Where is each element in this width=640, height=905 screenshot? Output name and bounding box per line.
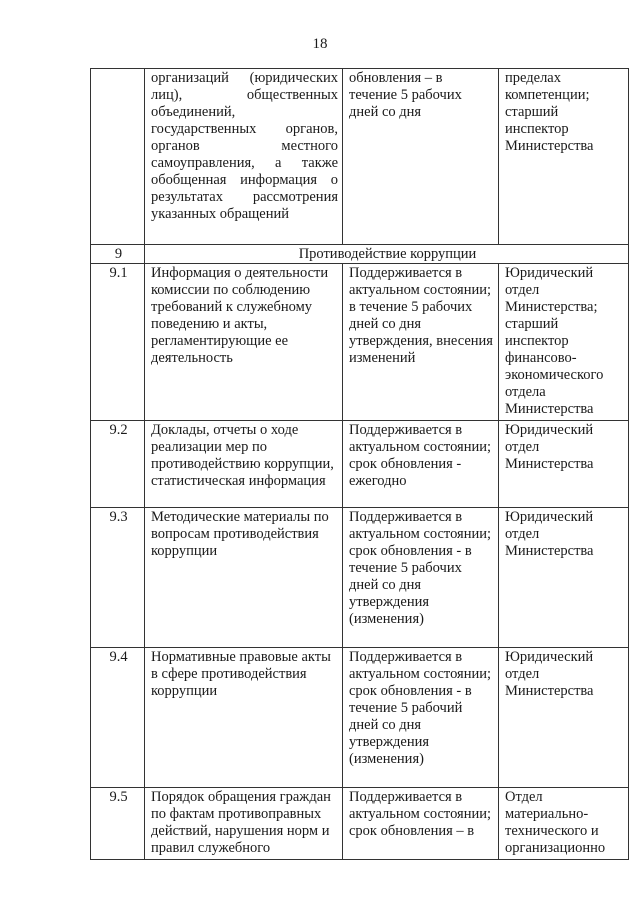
table-row	[91, 508, 629, 648]
row-responsible: Юридический отдел Министерства	[499, 421, 629, 508]
page-number: 18	[312, 36, 328, 52]
row-number: 9.1	[91, 264, 145, 421]
section-title: Противодействие коррупции	[145, 245, 629, 264]
row-period: Поддерживается в актуальном состоянии; в течение 5 рабочих дней со дня утверждения, внесения изменений	[343, 264, 499, 421]
section-row	[91, 245, 629, 264]
table-row	[91, 264, 629, 421]
row-title: Порядок обращения граждан по фактам противоправных действий, нарушения норм и правил служебного	[145, 788, 343, 860]
row-period: Поддерживается в актуальном состоянии; срок обновления - в течение 5 рабочий дней со дня утверждения (изменения)	[343, 648, 499, 788]
table-row	[91, 788, 629, 860]
row-title: организаций (юридических лиц), общественных объединений, государственных органов, органов местного самоуправления, а также обобщенная информация о результатах рассмотрения указанных обращений	[145, 69, 343, 245]
row-responsible: Юридический отдел Министерства; старший инспектор финансово-экономического отдела Министерства	[499, 264, 629, 421]
row-period: Поддерживается в актуальном состоянии; срок обновления - в течение 5 рабочих дней со дня утверждения (изменения)	[343, 508, 499, 648]
row-number	[91, 69, 145, 245]
row-number: 9.3	[91, 508, 145, 648]
row-number: 9.5	[91, 788, 145, 860]
row-number: 9.2	[91, 421, 145, 508]
row-responsible: Отдел материально-технического и организационно	[499, 788, 629, 860]
row-period: Поддерживается в актуальном состоянии; срок обновления – в	[343, 788, 499, 860]
row-number: 9.4	[91, 648, 145, 788]
table-row	[91, 421, 629, 508]
row-responsible: Юридический отдел Министерства	[499, 648, 629, 788]
document-table	[90, 68, 629, 860]
row-period: обновления – в течение 5 рабочих дней со дня	[343, 69, 499, 245]
section-number: 9	[91, 245, 145, 264]
row-title: Нормативные правовые акты в сфере противодействия коррупции	[145, 648, 343, 788]
row-responsible: пределах компетенции; старший инспектор Министерства	[499, 69, 629, 245]
row-title: Методические материалы по вопросам противодействия коррупции	[145, 508, 343, 648]
row-period: Поддерживается в актуальном состоянии; срок обновления - ежегодно	[343, 421, 499, 508]
row-title: Информация о деятельности комиссии по соблюдению требований к служебному поведению и акты, регламентирующие ее деятельность	[145, 264, 343, 421]
table-row	[91, 69, 629, 245]
row-responsible: Юридический отдел Министерства	[499, 508, 629, 648]
row-title: Доклады, отчеты о ходе реализации мер по противодействию коррупции, статистическая информация	[145, 421, 343, 508]
table-row	[91, 648, 629, 788]
